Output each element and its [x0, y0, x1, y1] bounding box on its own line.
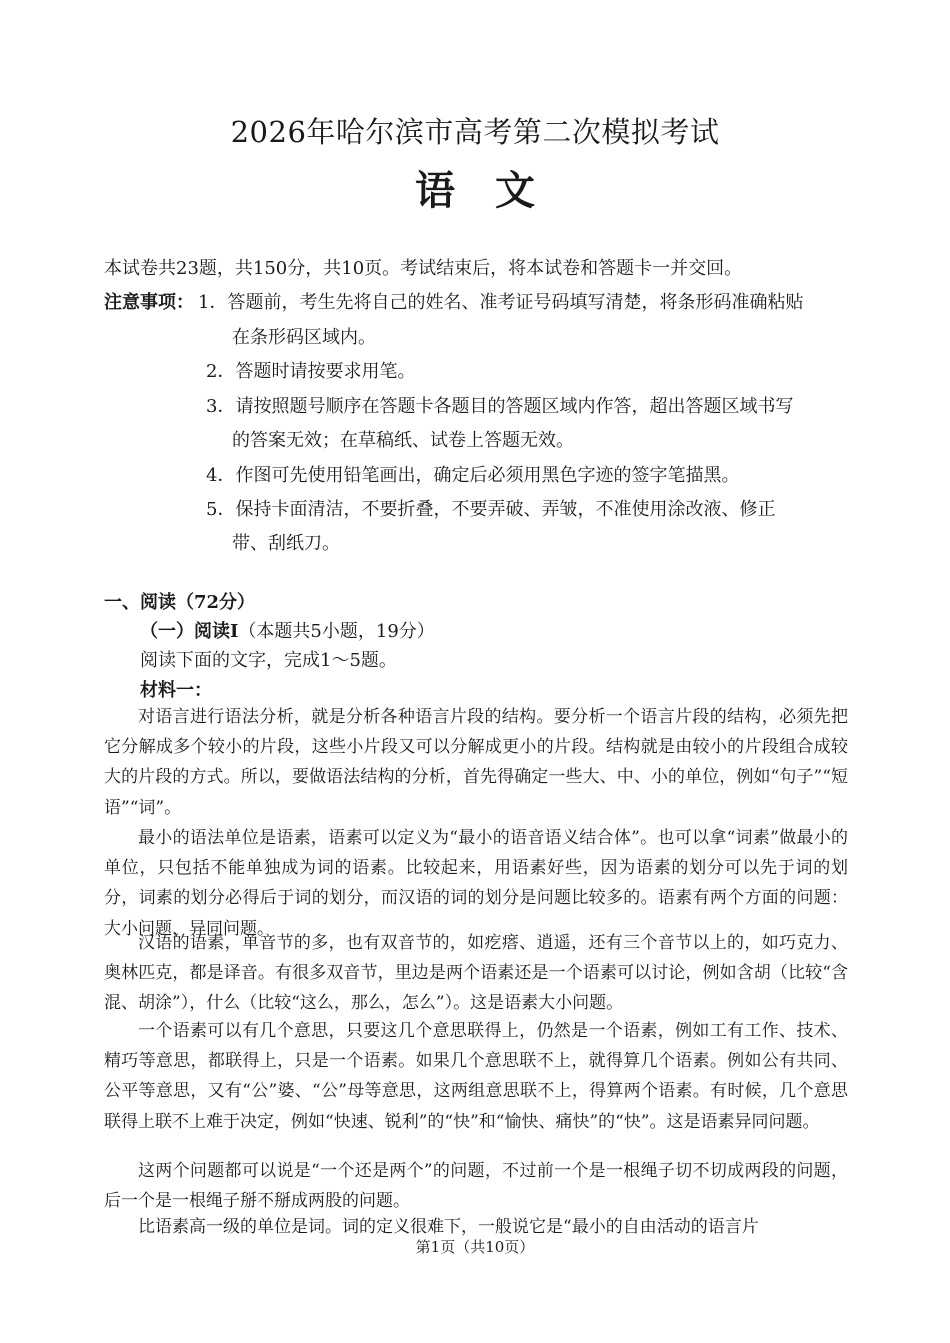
exam-title: 2026年哈尔滨市高考第二次模拟考试: [230, 115, 720, 149]
note-4: 4．作图可先使用铅笔画出，确定后必须用黑色字迹的签字笔描黑。: [206, 465, 740, 486]
section-heading: 一、阅读（72分）: [104, 592, 256, 613]
subsection-title: （一）阅读Ⅰ: [140, 621, 239, 642]
note-2: 2．答题时请按要求用笔。: [206, 361, 416, 382]
note-1-line-1: 1．答题前，考生先将自己的姓名、准考证号码填写清楚，将条形码准确粘贴: [198, 292, 804, 313]
reading-instruction: 阅读下面的文字，完成1～5题。: [140, 650, 397, 671]
subsection-note: （本题共5小题，19分）: [238, 621, 435, 642]
notes-label: 注意事项：: [104, 292, 194, 313]
subject-title: 语文: [415, 167, 575, 214]
note-5-line-1: 5．保持卡面清洁，不要折叠，不要弄破、弄皱，不准使用涂改液、修正: [206, 499, 776, 520]
note-3-line-1: 3．请按照题号顺序在答题卡各题目的答题区域内作答，超出答题区域书写: [206, 396, 794, 417]
material-paragraph-4: 一个语素可以有几个意思，只要这几个意思联得上，仍然是一个语素，例如工有工作、技术、精巧等意思，都联得上，只是一个语素。如果几个意思联不上，就得算几个语素。例如公有共同、公平等意思，又有“公”婆、“公”母等意思，这两组意思联不上，得算两个语素。有时候，几个意思联得上联不上难于决定，例如“快速、锐利”的“快”和“愉快、痛快”的“快”。这是语素异同问题。: [104, 1021, 848, 1132]
note-5-line-2: 带、刮纸刀。: [232, 533, 340, 554]
subsection-heading: [140, 619, 435, 645]
note-3-line-2: 的答案无效；在草稿纸、试卷上答题无效。: [232, 430, 574, 451]
material-paragraph-6: 比语素高一级的单位是词。词的定义很难下，一般说它是“最小的自由活动的语言片: [138, 1217, 759, 1237]
material-paragraph-3: 汉语的语素，单音节的多，也有双音节的，如疙瘩、逍遥，还有三个音节以上的，如巧克力、奥林匹克，都是译音。有很多双音节，里边是两个语素还是一个语素可以讨论，例如含胡（比较“含混、胡涂”），什么（比较“这么，那么，怎么”）。这是语素大小问题。: [104, 933, 848, 1014]
page-footer: 第1页（共10页）: [415, 1238, 535, 1256]
material-paragraph-5: 这两个问题都可以说是“一个还是两个”的问题，不过前一个是一根绳子切不切成两段的问题，后一个是一根绳子掰不掰成两股的问题。: [104, 1161, 848, 1212]
material-paragraph-2: 最小的语法单位是语素，语素可以定义为“最小的语音语义结合体”。也可以拿“词素”做最小的单位，只包括不能单独成为词的语素。比较起来，用语素好些，因为语素的划分可以先于词的划分，词素的划分必得后于词的划分，而汉语的词的划分是问题比较多的。语素有两个方面的问题：大小问题，异同问题。: [104, 828, 848, 939]
exam-intro: 本试卷共23题，共150分，共10页。考试结束后，将本试卷和答题卡一并交回。: [104, 258, 743, 279]
material-paragraph-1: 对语言进行语法分析，就是分析各种语言片段的结构。要分析一个语言片段的结构，必须先把它分解成多个较小的片段，这些小片段又可以分解成更小的片段。结构就是由较小的片段组合成较大的片段的方式。所以，要做语法结构的分析，首先得确定一些大、中、小的单位，例如“句子”“短语”“词”。: [104, 707, 848, 818]
note-1-line-2: 在条形码区域内。: [232, 327, 376, 348]
material-label: 材料一：: [140, 680, 212, 701]
